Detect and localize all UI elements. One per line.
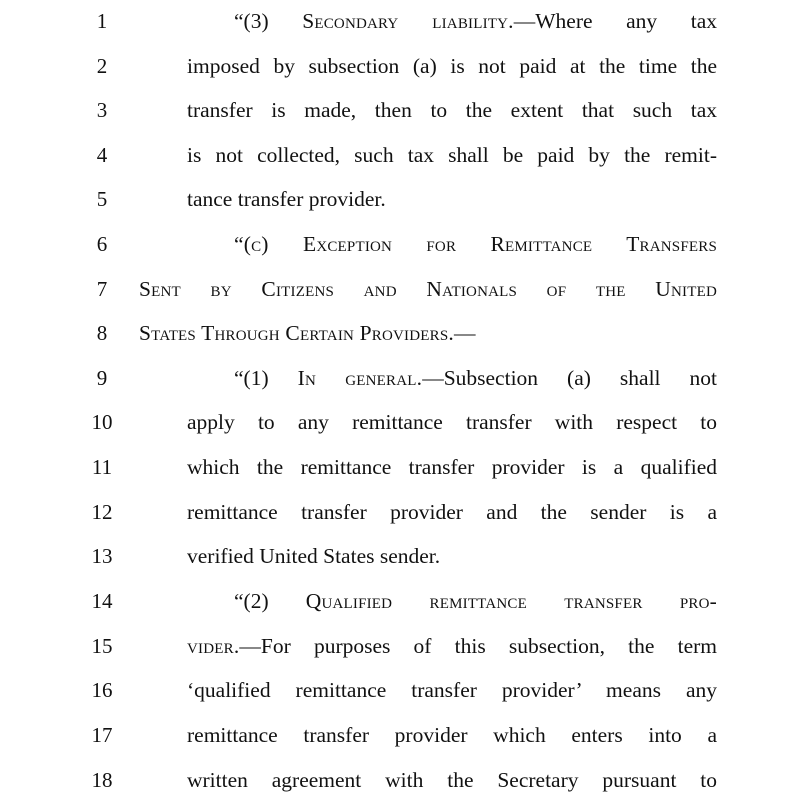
- line-number: 2: [96, 54, 108, 78]
- text-line: [0, 44, 808, 88]
- line-number: 15: [91, 634, 113, 658]
- heading-small-caps: vider.: [187, 634, 240, 658]
- line-number: 14: [91, 589, 113, 613]
- text-line: [0, 222, 808, 266]
- line-number: 4: [96, 143, 108, 167]
- heading-small-caps: Secondary liability.: [302, 9, 514, 33]
- line-number: 18: [91, 768, 113, 792]
- line-text: “(2) Qualified remittance transfer pro-: [234, 589, 717, 613]
- line-number: 10: [91, 410, 113, 434]
- text-line: [0, 311, 808, 355]
- text-line: [0, 88, 808, 132]
- line-number: 9: [96, 366, 108, 390]
- line-text: ‘qualified remittance transfer provider’ means any: [187, 678, 717, 702]
- text-line: [0, 624, 808, 668]
- line-number: 16: [91, 678, 113, 702]
- line-number: 8: [96, 321, 108, 345]
- text-line: [0, 758, 808, 802]
- line-text: apply to any remittance transfer with respect to: [187, 410, 717, 434]
- line-text: “(c) Exception for Remittance Transfers: [234, 232, 717, 256]
- text-line: [0, 0, 808, 43]
- line-text: verified United States sender.: [187, 544, 441, 568]
- line-number: 17: [91, 723, 113, 747]
- text-line: [0, 177, 808, 221]
- text-line: [0, 267, 808, 311]
- line-text: is not collected, such tax shall be paid by the remit-: [187, 143, 717, 167]
- line-text: vider.—For purposes of this subsection, the term: [187, 634, 717, 658]
- line-number: 7: [96, 277, 108, 301]
- line-number: 5: [96, 187, 108, 211]
- line-number: 12: [91, 500, 113, 524]
- line-text: tance transfer provider.: [187, 187, 386, 211]
- line-text: written agreement with the Secretary pursuant to: [187, 768, 717, 792]
- line-number: 6: [96, 232, 108, 256]
- line-text: States Through Certain Providers.—: [139, 321, 476, 345]
- line-text: transfer is made, then to the extent that such tax: [187, 98, 717, 122]
- line-text: which the remittance transfer provider is a qualified: [187, 455, 717, 479]
- heading-small-caps: In general.: [297, 366, 423, 390]
- text-line: [0, 133, 808, 177]
- text-line: [0, 400, 808, 444]
- text-line: [0, 579, 808, 623]
- text-line: [0, 668, 808, 712]
- line-text: remittance transfer provider which enters into a: [187, 723, 717, 747]
- heading-small-caps: Qualified remittance transfer pro-: [305, 589, 717, 613]
- line-text: “(1) In general.—Subsection (a) shall not: [234, 366, 717, 390]
- text-line: [0, 713, 808, 757]
- text-line: [0, 490, 808, 534]
- line-number: 11: [91, 455, 113, 479]
- line-text: imposed by subsection (a) is not paid at the time the: [187, 54, 717, 78]
- line-number: 3: [96, 98, 108, 122]
- line-number: 13: [91, 544, 113, 568]
- line-number: 1: [96, 9, 108, 33]
- line-text: “(3) Secondary liability.—Where any tax: [234, 9, 717, 33]
- text-line: [0, 445, 808, 489]
- line-text: Sent by Citizens and Nationals of the United: [139, 277, 717, 301]
- line-text: remittance transfer provider and the sender is a: [187, 500, 717, 524]
- text-line: [0, 356, 808, 400]
- text-line: [0, 534, 808, 578]
